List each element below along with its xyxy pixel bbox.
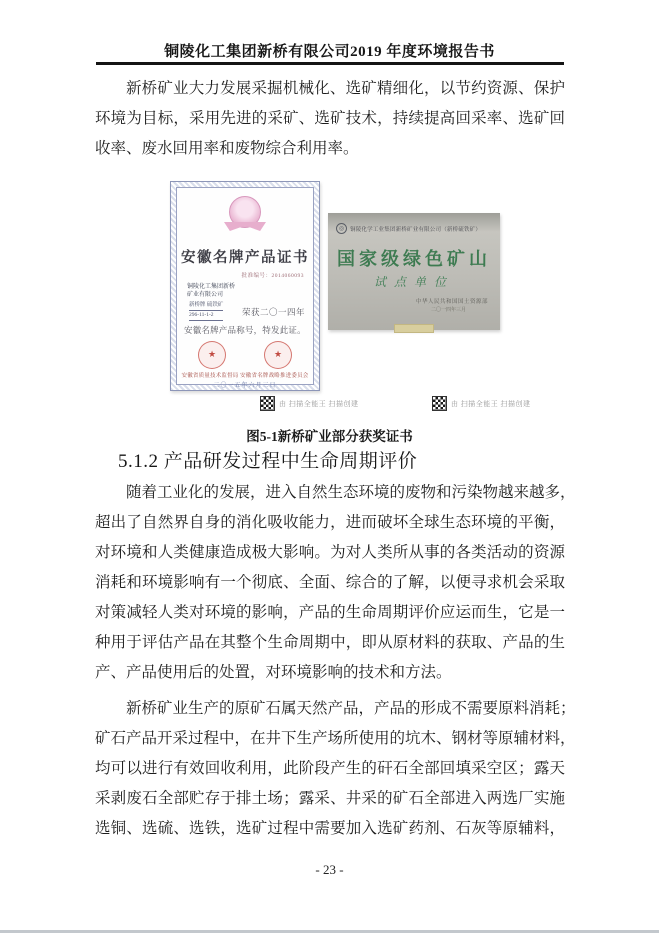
- text-line: 均可以进行有效回收利用，此阶段产生的矸石全部回填采空区；露天: [95, 760, 565, 777]
- issuer-right: 安徽省名牌战略推进委员会: [240, 373, 309, 379]
- scan-watermark: 由 扫描全能王 扫描创建: [451, 400, 531, 408]
- holder-line: 矿业有限公司: [187, 292, 224, 298]
- text-line: 新桥矿业大力发展采掘机械化、选矿精细化，以节约资源、保护: [126, 80, 565, 97]
- certificate-issuers: [177, 371, 313, 379]
- plaque-org-row: [336, 223, 496, 234]
- awards-figure: [0, 172, 659, 422]
- header-divider: [96, 62, 564, 65]
- holder-line: 铜陵化工集团新桥: [187, 284, 236, 290]
- qr-code-icon: [260, 396, 275, 411]
- scan-watermark: 由 扫描全能王 扫描创建: [279, 400, 359, 408]
- plaque-org-name: 铜陵化学工业集团新桥矿业有限公司（新桥硫铁矿）: [350, 226, 482, 233]
- intro-paragraph: [95, 74, 565, 164]
- plaque-subtitle: 试点单位: [373, 275, 454, 289]
- figure-caption: 图5-1新桥矿业部分获奖证书: [246, 429, 413, 444]
- text-line: 消耗和环境影响有一个彻底、全面、综合的了解，以便寻求机会采取: [95, 574, 565, 591]
- page-number: - 23 -: [315, 862, 344, 877]
- section-heading: 5.1.2 产品研发过程中生命周期评价: [118, 451, 418, 472]
- text-line: 随着工业化的发展，进入自然生态环境的废物和污染物越来越多，: [126, 484, 576, 501]
- certificate-award-year: 荣获二〇一四年: [241, 307, 305, 317]
- production-paragraph: [95, 694, 576, 844]
- plaque-title: 国家级绿色矿山: [337, 249, 491, 269]
- text-line: 新桥矿业生产的原矿石属天然产品，产品的形成不需要原料消耗；: [126, 700, 576, 717]
- page-header-title: 铜陵化工集团新桥有限公司2019 年度环境报告书: [164, 44, 495, 60]
- lifecycle-paragraph: [95, 478, 576, 688]
- red-seal-icon: ★: [198, 341, 226, 369]
- plaque-issuer: 中华人民共和国国土资源部: [415, 299, 488, 305]
- org-logo-icon: ◎: [336, 223, 347, 234]
- certificate-product: [189, 301, 223, 321]
- text-line: 收率、废水回用率和废物综合利用率。: [95, 140, 359, 157]
- plaque-green-mine: [328, 213, 500, 330]
- red-seal-icon: ★: [264, 341, 292, 369]
- text-line: 矿石产品开采过程中，在井下生产场所使用的坑木、钢材等原辅材料，: [95, 730, 576, 747]
- text-line: 采剥废石全部贮存于排土场；露采、井采的矿石全部进入两选厂实施: [95, 790, 565, 807]
- text-line: 选铜、选硫、选铁，选矿过程中需要加入选矿药剂、石灰等原辅料，: [95, 820, 565, 837]
- qr-code-icon: [432, 396, 447, 411]
- certificate-body-text: 安徽名牌产品称号，特发此证。: [184, 325, 306, 335]
- certificate-anhui-brand: [170, 181, 320, 391]
- plaque-date: 二〇一四年三月: [430, 308, 466, 313]
- issuer-left: 安徽省质量技术监督局: [181, 373, 239, 379]
- text-line: 种用于评估产品在其整个生命周期中，即从原材料的获取、产品的生: [95, 634, 565, 651]
- product-line: 新桥牌 硫铁矿: [189, 301, 223, 311]
- text-line: 环境为目标，采用先进的采矿、选矿技术，持续提高回采率、选矿回: [95, 110, 565, 127]
- certificate-date: 二〇一五年六月三日: [213, 383, 277, 389]
- text-line: 对策减轻人类对环境的影响，产品的生命周期评价应运而生，它是一: [95, 604, 565, 621]
- certificate-inner-frame: [176, 187, 314, 389]
- text-line: 产、产品使用后的处置，对环境影响的技术和方法。: [95, 664, 452, 681]
- certificate-title: 安徽名牌产品证书: [181, 250, 309, 266]
- product-line: 296-11-1-2: [189, 311, 223, 321]
- plaque-label-tag: [394, 324, 434, 333]
- text-line: 对环境和人类健康造成极大影响。为对人类所从事的各类活动的资源: [95, 544, 565, 561]
- text-line: 超出了自然界自身的消化吸收能力，进而破坏全球生态环境的平衡，: [95, 514, 565, 531]
- certificate-holder: [187, 283, 235, 299]
- certificate-number: 批准编号：2014060093: [241, 273, 304, 279]
